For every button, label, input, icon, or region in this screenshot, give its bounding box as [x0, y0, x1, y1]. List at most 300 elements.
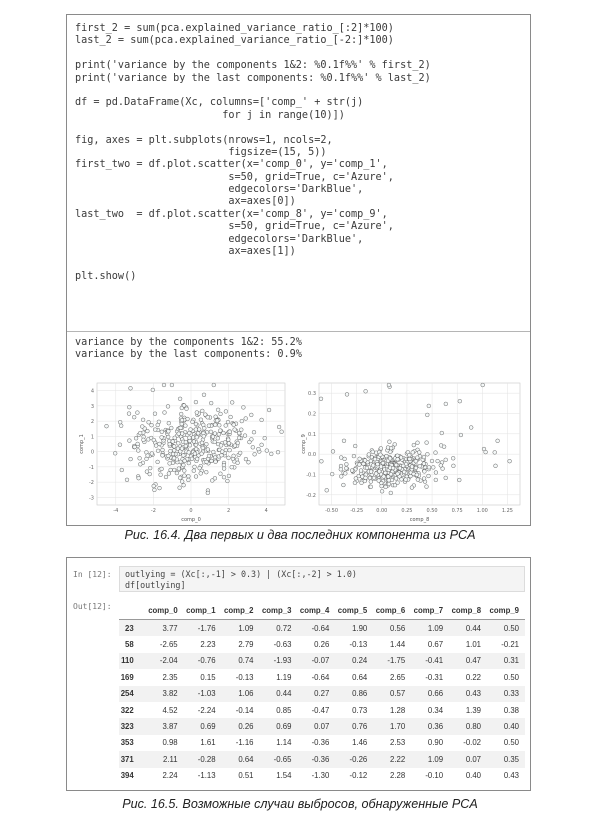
code-line: [75, 85, 431, 97]
scatter-point: [162, 383, 166, 387]
scatter-point: [175, 471, 179, 475]
scatter-point: [459, 433, 463, 437]
table-cell: 1.54: [276, 771, 292, 781]
scatter-point: [194, 475, 198, 479]
scatter-point: [222, 463, 226, 467]
scatter-point: [434, 471, 438, 475]
scatter-point: [508, 459, 512, 463]
output-separator: [67, 331, 530, 332]
scatter-point: [192, 469, 196, 473]
scatter-point: [219, 472, 223, 476]
scatter-point: [184, 424, 188, 428]
scatter-point: [359, 469, 363, 473]
notebook-cell-box: [66, 557, 531, 791]
scatter-point: [345, 462, 349, 466]
code-line: edgecolors='DarkBlue',: [75, 233, 364, 245]
scatter-point: [136, 442, 140, 446]
scatter-point: [105, 424, 109, 428]
scatter-point: [369, 470, 373, 474]
scatter-point: [339, 475, 343, 479]
scatter-point: [169, 468, 173, 472]
scatter-point: [178, 397, 182, 401]
table-cell: 0.31: [487, 653, 525, 669]
scatter-point: [200, 409, 204, 413]
scatter-point: [265, 449, 269, 453]
code-line: first_two = df.plot.scatter(x='comp_0', y='comp_1',: [75, 159, 388, 171]
table-cell: -0.47: [311, 705, 330, 715]
scatter-point: [372, 476, 376, 480]
table-body: [119, 620, 525, 784]
y-axis-label: comp_9: [301, 434, 307, 454]
table-cell: 0.50: [487, 620, 525, 637]
scatter-point: [440, 431, 444, 435]
scatter-point: [183, 459, 187, 463]
scatter-point: [400, 478, 404, 482]
scatter-point: [136, 411, 140, 415]
scatter-point: [153, 412, 157, 416]
scatter-point: [379, 447, 383, 451]
scatter-point: [236, 441, 240, 445]
column-header: comp_8: [449, 604, 487, 620]
x-tick-label: 0.25: [401, 508, 413, 514]
scatter-point: [427, 474, 431, 478]
table-cell: 0.15: [200, 672, 216, 682]
scatter-point: [120, 468, 124, 472]
scatter-point: [194, 422, 198, 426]
scatter-point: [207, 454, 211, 458]
table-cell: 0.80: [449, 718, 487, 734]
scatter-point: [196, 431, 200, 435]
scatter-point: [396, 472, 400, 476]
table-cell: 3.82: [146, 686, 184, 702]
scatter-point: [339, 464, 343, 468]
scatter-point: [171, 440, 175, 444]
scatter-point: [388, 440, 392, 444]
scatter-point: [133, 445, 137, 449]
code-line: df = pd.DataFrame(Xc, columns=['comp_' + str(j): [75, 97, 364, 109]
table-cell: 0.85: [276, 705, 292, 715]
scatter-point: [422, 477, 426, 481]
scatter-point: [125, 478, 129, 482]
scatter-point: [353, 444, 357, 448]
scatter-point: [206, 415, 210, 419]
scatter-point: [197, 428, 201, 432]
table-cell: 0.22: [465, 672, 482, 682]
scatter-point: [185, 407, 189, 411]
scatter-point: [220, 453, 224, 457]
table-cell: 0.36: [411, 718, 449, 734]
scatter-point: [371, 450, 375, 454]
scatter-point: [417, 451, 421, 455]
scatter-point: [218, 429, 222, 433]
table-cell: 1.90: [335, 620, 373, 637]
scatter-point: [205, 460, 209, 464]
scatter-point: [373, 457, 377, 461]
scatter-point: [172, 449, 176, 453]
table-cell: 1.09: [411, 620, 449, 637]
scatter-point: [138, 456, 142, 460]
scatter-point: [267, 408, 271, 412]
scatter-point: [253, 452, 257, 456]
scatter-point: [209, 401, 213, 405]
scatter-point: [263, 436, 267, 440]
table-cell: 0.26: [314, 640, 330, 650]
scatter-point: [401, 464, 405, 468]
x-tick-label: 4: [264, 508, 268, 514]
scatter-point: [496, 439, 500, 443]
scatter-point: [414, 466, 418, 470]
scatter-point: [179, 426, 183, 430]
table-row: [119, 620, 525, 637]
scatter-point: [391, 466, 395, 470]
code-line: last_2 = sum(pca.explained_variance_ratio_[-2:]*100): [75, 35, 394, 47]
scatter-point: [228, 430, 232, 434]
scatter-point: [244, 457, 248, 461]
table-cell: -2.65: [159, 640, 178, 650]
scatter-point: [389, 472, 393, 476]
scatter-point: [187, 478, 191, 482]
scatter-point: [172, 456, 176, 460]
scatter-point: [163, 411, 167, 415]
table-cell: -2.24: [197, 705, 216, 715]
scatter-point: [444, 476, 448, 480]
y-tick-label: -0.2: [306, 492, 316, 499]
table-cell: -1.76: [184, 620, 222, 637]
column-header: comp_3: [260, 604, 298, 620]
scatter-point: [147, 420, 151, 424]
y-tick-label: 1: [90, 434, 94, 441]
column-header: comp_1: [184, 604, 222, 620]
scatter-point: [416, 478, 420, 482]
table-cell: 0.34: [427, 705, 444, 715]
table-cell: 4.52: [162, 705, 178, 715]
scatter-point: [219, 444, 223, 448]
scatter-point: [387, 383, 391, 387]
scatter-point: [210, 479, 214, 483]
row-index: 23: [119, 620, 146, 637]
scatter-point: [187, 474, 191, 478]
scatter-point: [113, 451, 117, 455]
y-tick-label: 0.0: [308, 452, 316, 459]
row-index: 371: [119, 751, 146, 767]
scatter-point: [422, 455, 426, 459]
code-line: s=50, grid=True, c='Azure',: [75, 171, 394, 183]
table-cell: 0.07: [297, 718, 335, 734]
row-index: 110: [119, 653, 146, 669]
y-tick-label: 0.1: [308, 431, 316, 438]
scatter-point: [398, 466, 402, 470]
table-cell: 0.50: [503, 738, 519, 748]
code-line: last_two = df.plot.scatter(x='comp_8', y='comp_9',: [75, 208, 388, 220]
scatter-point: [227, 441, 231, 445]
table-cell: 1.01: [465, 640, 482, 650]
table-cell: -0.63: [273, 640, 292, 650]
scatter-point: [415, 456, 419, 460]
scatter-point: [404, 478, 408, 482]
scatter-point: [242, 406, 246, 410]
code-line: plt.show(): [75, 270, 137, 282]
table-cell: 1.14: [276, 738, 292, 748]
scatter-point: [269, 452, 273, 456]
table-cell: 2.79: [238, 640, 254, 650]
scatter-point: [416, 441, 420, 445]
table-cell: 1.09: [411, 751, 449, 767]
scatter-point: [180, 432, 184, 436]
scatter-point: [276, 450, 280, 454]
scatter-point: [127, 405, 131, 409]
x-tick-label: -4: [113, 508, 119, 514]
table-row: [119, 686, 525, 702]
scatter-point: [213, 440, 217, 444]
scatter-point: [190, 457, 194, 461]
table-cell: -0.64: [297, 620, 335, 637]
table-cell: -0.10: [425, 771, 444, 781]
scatter-point: [207, 424, 211, 428]
scatter-point: [247, 460, 251, 464]
scatter-point: [388, 457, 392, 461]
scatter-point: [169, 449, 173, 453]
scatter-point: [376, 462, 380, 466]
scatter-point: [389, 491, 393, 495]
scatter-point: [199, 418, 203, 422]
table-cell: 0.43: [503, 771, 519, 781]
scatter-point: [167, 472, 171, 476]
table-cell: -0.28: [184, 751, 222, 767]
cell-code-input[interactable]: outlying = (Xc[:,-1] > 0.3) | (Xc[:,-2] > 1.0) df[outlying]: [119, 566, 525, 592]
scatter-point: [412, 443, 416, 447]
scatter-point: [425, 485, 429, 489]
scatter-point: [411, 451, 415, 455]
scatter-point: [226, 438, 230, 442]
scatter-point: [365, 466, 369, 470]
scatter-point: [354, 477, 358, 481]
table-cell: 0.40: [487, 718, 525, 734]
scatter-point: [195, 435, 199, 439]
scatter-point: [369, 459, 373, 463]
scatter-point: [204, 470, 208, 474]
scatter-point: [339, 456, 343, 460]
column-header: [119, 604, 146, 620]
code-line: for j in range(10)]): [75, 109, 345, 121]
scatter-point: [195, 411, 199, 415]
scatter-point: [426, 452, 430, 456]
scatter-point: [153, 488, 157, 492]
x-tick-label: 2: [227, 508, 231, 514]
scatter-point: [169, 426, 173, 430]
scatter-point: [481, 383, 485, 387]
code-line: [75, 122, 431, 134]
table-cell: 0.33: [487, 686, 525, 702]
scatter-point: [189, 428, 193, 432]
scatter-point: [444, 458, 448, 462]
scatter-point: [187, 451, 191, 455]
table-cell: 1.28: [390, 705, 406, 715]
scatter-point: [150, 452, 154, 456]
scatter-point: [177, 467, 181, 471]
scatter-point: [167, 421, 171, 425]
table-cell: -0.13: [235, 672, 254, 682]
table-cell: -0.07: [297, 653, 335, 669]
scatter-point: [213, 423, 217, 427]
table-cell: 2.24: [162, 771, 178, 781]
scatter-point: [364, 389, 368, 393]
scatter-point: [414, 459, 418, 463]
scatter-point: [369, 485, 373, 489]
scatter-point: [244, 417, 248, 421]
table-cell: -0.14: [235, 705, 254, 715]
table-cell: 0.66: [411, 686, 449, 702]
table-cell: -1.03: [184, 686, 222, 702]
scatter-point: [180, 422, 184, 426]
table-cell: 0.44: [260, 686, 298, 702]
scatter-point: [201, 446, 205, 450]
scatter-point: [156, 460, 160, 464]
table-cell: 0.24: [335, 653, 373, 669]
x-tick-label: -0.25: [350, 508, 364, 514]
scatter-point: [220, 450, 224, 454]
y-tick-label: 0.3: [308, 391, 316, 398]
scatter-point: [368, 476, 372, 480]
scatter-point: [167, 454, 171, 458]
x-tick-label: 1.25: [501, 508, 514, 514]
scatter-point: [129, 386, 133, 390]
scatter-point: [233, 428, 237, 432]
table-cell: 0.69: [260, 718, 298, 734]
scatter-point: [217, 432, 221, 436]
scatter-point: [363, 459, 367, 463]
scatter-point: [160, 430, 164, 434]
table-cell: 0.64: [222, 751, 260, 767]
scatter-point: [210, 459, 214, 463]
table-row: [119, 751, 525, 767]
table-cell: 1.09: [222, 620, 260, 637]
table-cell: 2.35: [162, 672, 178, 682]
table-cell: -0.41: [411, 653, 449, 669]
scatter-point: [209, 430, 213, 434]
scatter-point: [222, 467, 226, 471]
scatter-point: [425, 413, 429, 417]
scatter-point: [394, 477, 398, 481]
scatter-point: [142, 438, 146, 442]
scatter-point: [173, 436, 177, 440]
scatter-point: [344, 466, 348, 470]
scatter-point: [182, 469, 186, 473]
table-header-row: [119, 604, 525, 620]
table-cell: 1.70: [373, 718, 411, 734]
scatter-point: [353, 481, 357, 485]
scatter-point: [166, 435, 170, 439]
row-index: 58: [125, 640, 134, 650]
scatter-point: [182, 404, 186, 408]
table-row: [119, 669, 525, 685]
column-header: comp_7: [411, 604, 449, 620]
x-tick-label: 1.00: [476, 508, 488, 514]
scatter-point: [191, 420, 195, 424]
table-cell: 0.90: [427, 738, 444, 748]
table-cell: 3.87: [146, 718, 184, 734]
scatter-point: [377, 479, 381, 483]
table-cell: 0.27: [297, 686, 335, 702]
column-header: comp_9: [487, 604, 525, 620]
scatter-point: [237, 436, 241, 440]
scatter-point: [379, 453, 383, 457]
table-cell: -1.13: [197, 771, 216, 781]
code-line: ax=axes[0]): [75, 196, 296, 208]
scatter-point: [214, 415, 218, 419]
in-prompt: In [12]:: [73, 570, 112, 579]
scatter-point: [352, 454, 356, 458]
scatter-point: [137, 476, 141, 480]
scatter-point: [148, 466, 152, 470]
scatter-point: [224, 424, 228, 428]
outliers-table: [119, 604, 525, 784]
scatter-point: [134, 436, 138, 440]
scatter-point: [158, 486, 162, 490]
x-tick-label: 0.50: [426, 508, 438, 514]
scatter-point: [161, 448, 165, 452]
scatter-point: [200, 441, 204, 445]
scatter-point: [145, 470, 149, 474]
scatter-point: [202, 434, 206, 438]
scatter-point: [178, 476, 182, 480]
scatter-point: [184, 440, 188, 444]
row-index: 353: [120, 738, 134, 748]
table-cell: 0.76: [335, 718, 373, 734]
scatter-point: [167, 429, 171, 433]
scatter-point: [482, 447, 486, 451]
column-header: comp_5: [335, 604, 373, 620]
scatter-point: [252, 430, 256, 434]
scatter-point: [128, 439, 132, 443]
scatter-point: [222, 475, 226, 479]
scatter-point: [350, 469, 354, 473]
scatter-point: [469, 426, 473, 430]
scatter-point: [331, 450, 335, 454]
scatter-point: [319, 397, 323, 401]
row-index: 169: [120, 672, 134, 682]
table-cell: 3.77: [146, 620, 184, 637]
table-cell: 1.61: [200, 738, 216, 748]
scatter-point: [153, 428, 157, 432]
row-index: 323: [119, 718, 146, 734]
scatter-point: [320, 459, 324, 463]
scatter-point: [151, 388, 155, 392]
y-tick-label: 0: [90, 449, 94, 456]
scatter-point: [138, 462, 142, 466]
scatter-point: [195, 457, 199, 461]
scatter-point: [214, 460, 218, 464]
scatter-point: [410, 486, 414, 490]
scatter-point: [224, 410, 228, 414]
scatter-point: [325, 488, 329, 492]
y-tick-label: -1: [89, 464, 94, 471]
scatter-point: [213, 432, 217, 436]
table-cell: 0.50: [503, 672, 519, 682]
table-cell: 0.57: [373, 686, 411, 702]
table-cell: 2.53: [390, 738, 406, 748]
scatter-point: [243, 434, 247, 438]
scatter-point: [160, 436, 164, 440]
table-cell: 0.64: [352, 672, 368, 682]
scatter-point: [451, 456, 455, 460]
code-block: [75, 23, 431, 283]
table-row: [119, 702, 525, 718]
scatter-point: [434, 451, 438, 455]
x-tick-label: -2: [150, 508, 156, 514]
table-cell: 1.44: [390, 640, 406, 650]
scatter-point: [211, 450, 215, 454]
scatter-point: [237, 431, 241, 435]
